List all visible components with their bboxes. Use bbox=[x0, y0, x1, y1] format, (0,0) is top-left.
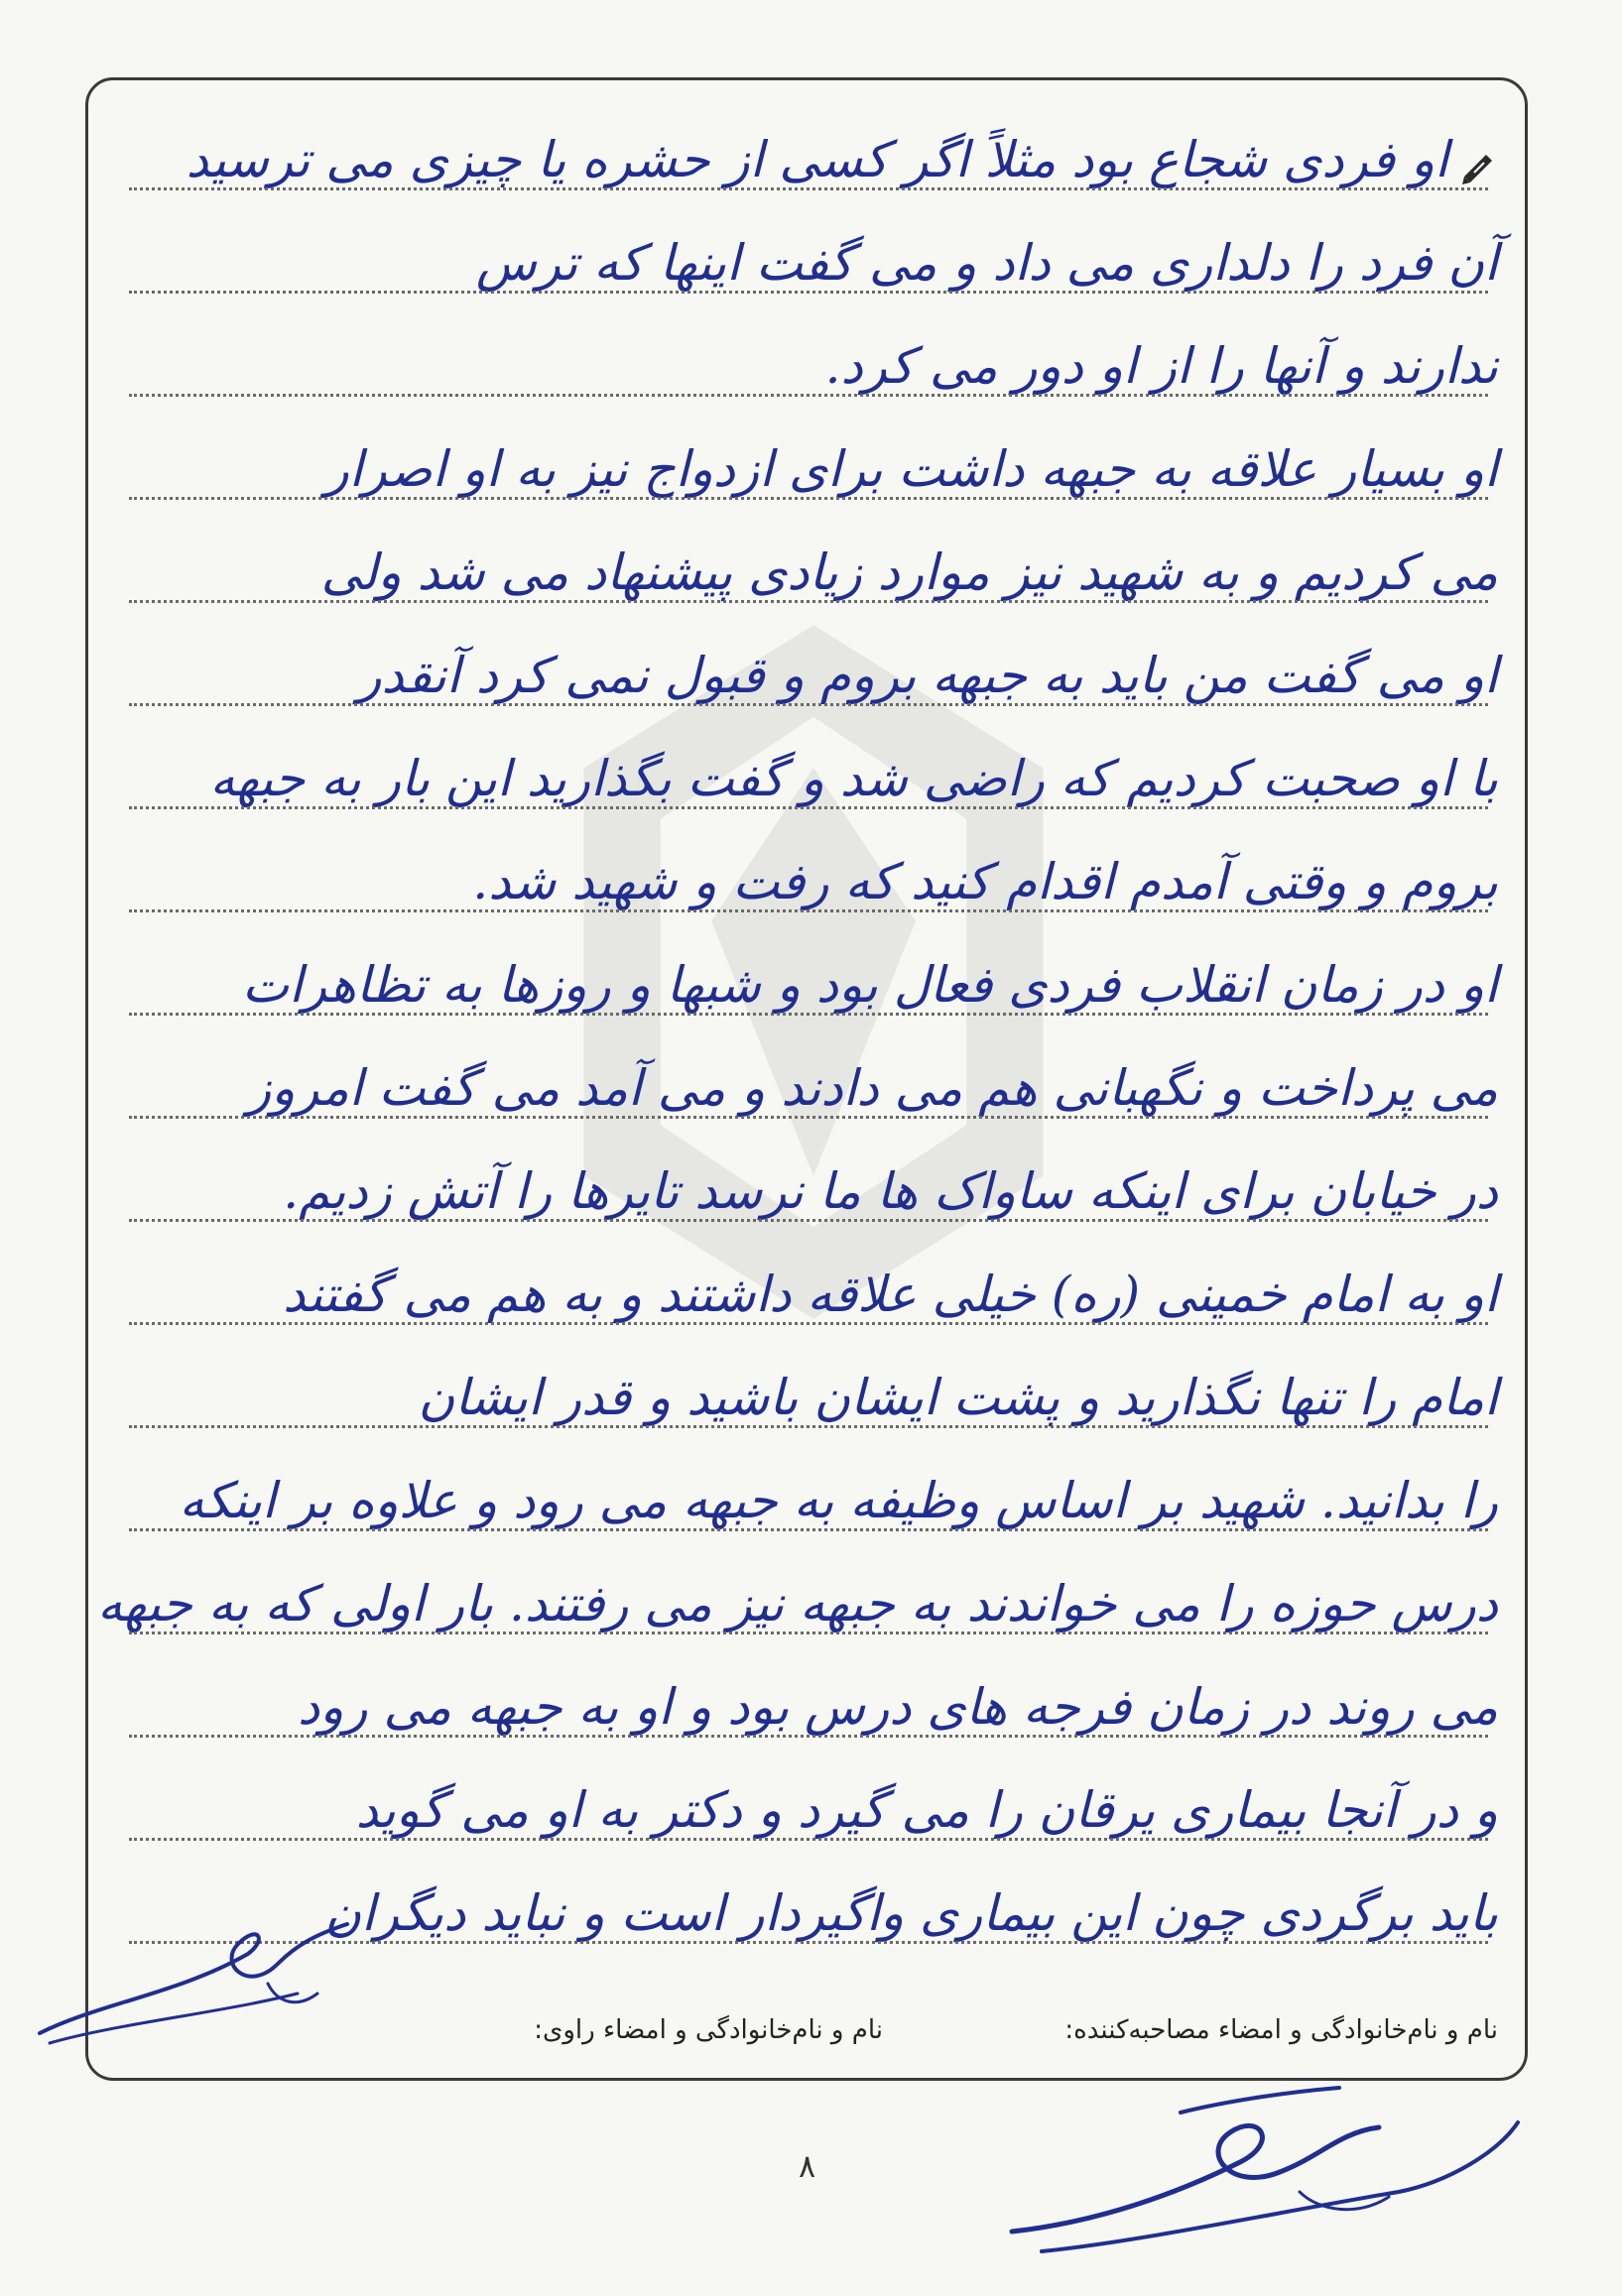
line-text: او فردی شجاع بود مثلاً اگر کسی از حشره یا چیزی می ترسید bbox=[186, 131, 1448, 188]
text-line bbox=[109, 718, 1508, 817]
line-text: می روند در زمان فرجه های درس بود و او به جبهه می رود bbox=[298, 1678, 1498, 1736]
text-line bbox=[109, 1131, 1508, 1230]
line-text: او می گفت من باید به جبهه بروم و قبول نمی کرد آنقدر bbox=[357, 647, 1498, 704]
text-line bbox=[97, 1543, 1508, 1642]
dotted-rule bbox=[129, 291, 1488, 294]
dotted-rule bbox=[129, 1116, 1488, 1119]
line-text: او در زمان انقلاب فردی فعال بود و شبها و روزها به تظاهرات bbox=[242, 956, 1498, 1014]
line-text: با او صحبت کردیم که راضی شد و گفت بگذارید این بار به جبهه bbox=[209, 750, 1498, 807]
pen-icon bbox=[1460, 147, 1500, 186]
text-line bbox=[109, 1646, 1508, 1746]
text-line bbox=[109, 1440, 1508, 1539]
dotted-rule bbox=[129, 394, 1488, 397]
text-line bbox=[109, 409, 1508, 508]
interviewer-label: نام و نام‌خانوادگی و امضاء مصاحبه‌کننده: bbox=[1064, 2015, 1498, 2045]
line-text: او بسیار علاقه به جبهه داشت برای ازدواج نیز به او اصرار bbox=[324, 440, 1498, 498]
dotted-rule bbox=[129, 1425, 1488, 1428]
line-text: می کردیم و به شهید نیز موارد زیادی پیشنهاد می شد ولی bbox=[320, 544, 1498, 601]
dotted-rule bbox=[129, 600, 1488, 603]
dotted-rule bbox=[129, 1838, 1488, 1841]
line-text: را بدانید. شهید بر اساس وظیفه به جبهه می رود و علاوه بر اینکه bbox=[179, 1472, 1498, 1529]
dotted-rule bbox=[129, 1631, 1488, 1634]
text-line bbox=[109, 99, 1508, 198]
dotted-rule bbox=[129, 1735, 1488, 1738]
line-text: و در آنجا بیماری یرقان را می گیرد و دکتر به او می گوید bbox=[355, 1781, 1498, 1839]
line-text: بروم و وقتی آمدم اقدام کنید که رفت و شهید شد. bbox=[472, 853, 1498, 910]
text-line bbox=[109, 1234, 1508, 1333]
narrator-label: نام و نام‌خانوادگی و امضاء راوی: bbox=[534, 2015, 883, 2045]
line-text: می پرداخت و نگهبانی هم می دادند و می آمد می گفت امروز bbox=[247, 1059, 1498, 1117]
text-line bbox=[109, 1750, 1508, 1849]
dotted-rule bbox=[129, 187, 1488, 190]
signature-narrator bbox=[20, 1884, 377, 2063]
page-number: ۸ bbox=[799, 2147, 816, 2185]
text-line bbox=[109, 821, 1508, 920]
dotted-rule bbox=[129, 1322, 1488, 1325]
dotted-rule bbox=[129, 703, 1488, 706]
line-text: در خیابان برای اینکه ساواک ها ما نرسد تایرها را آتش زدیم. bbox=[283, 1162, 1498, 1220]
dotted-rule bbox=[129, 1013, 1488, 1016]
dotted-rule bbox=[129, 1219, 1488, 1222]
text-line bbox=[109, 1027, 1508, 1127]
line-text: درس حوزه را می خواندند به جبهه نیز می رفتند. بار اولی که به جبهه bbox=[97, 1575, 1498, 1632]
text-line bbox=[109, 615, 1508, 714]
text-line bbox=[109, 1337, 1508, 1436]
line-text: ندارند و آنها را از او دور می کرد. bbox=[824, 337, 1498, 395]
text-line bbox=[109, 512, 1508, 611]
line-text: امام را تنها نگذارید و پشت ایشان باشید و قدر ایشان bbox=[418, 1369, 1498, 1426]
dotted-rule bbox=[129, 909, 1488, 912]
text-line bbox=[109, 924, 1508, 1024]
text-line bbox=[109, 202, 1508, 302]
line-text: او به امام خمینی (ره) خیلی علاقه داشتند و به هم می گفتند bbox=[283, 1266, 1498, 1323]
line-text: آن فرد را دلداری می داد و می گفت اینها که ترس bbox=[475, 234, 1498, 292]
dotted-rule bbox=[129, 497, 1488, 500]
text-line bbox=[109, 305, 1508, 405]
dotted-rule bbox=[129, 1528, 1488, 1531]
line-text: باید برگردی چون این بیماری واگیردار است و نباید دیگران bbox=[324, 1884, 1498, 1942]
handwritten-body bbox=[97, 99, 1508, 1964]
dotted-rule bbox=[129, 806, 1488, 809]
signature-interviewer bbox=[982, 2073, 1538, 2271]
